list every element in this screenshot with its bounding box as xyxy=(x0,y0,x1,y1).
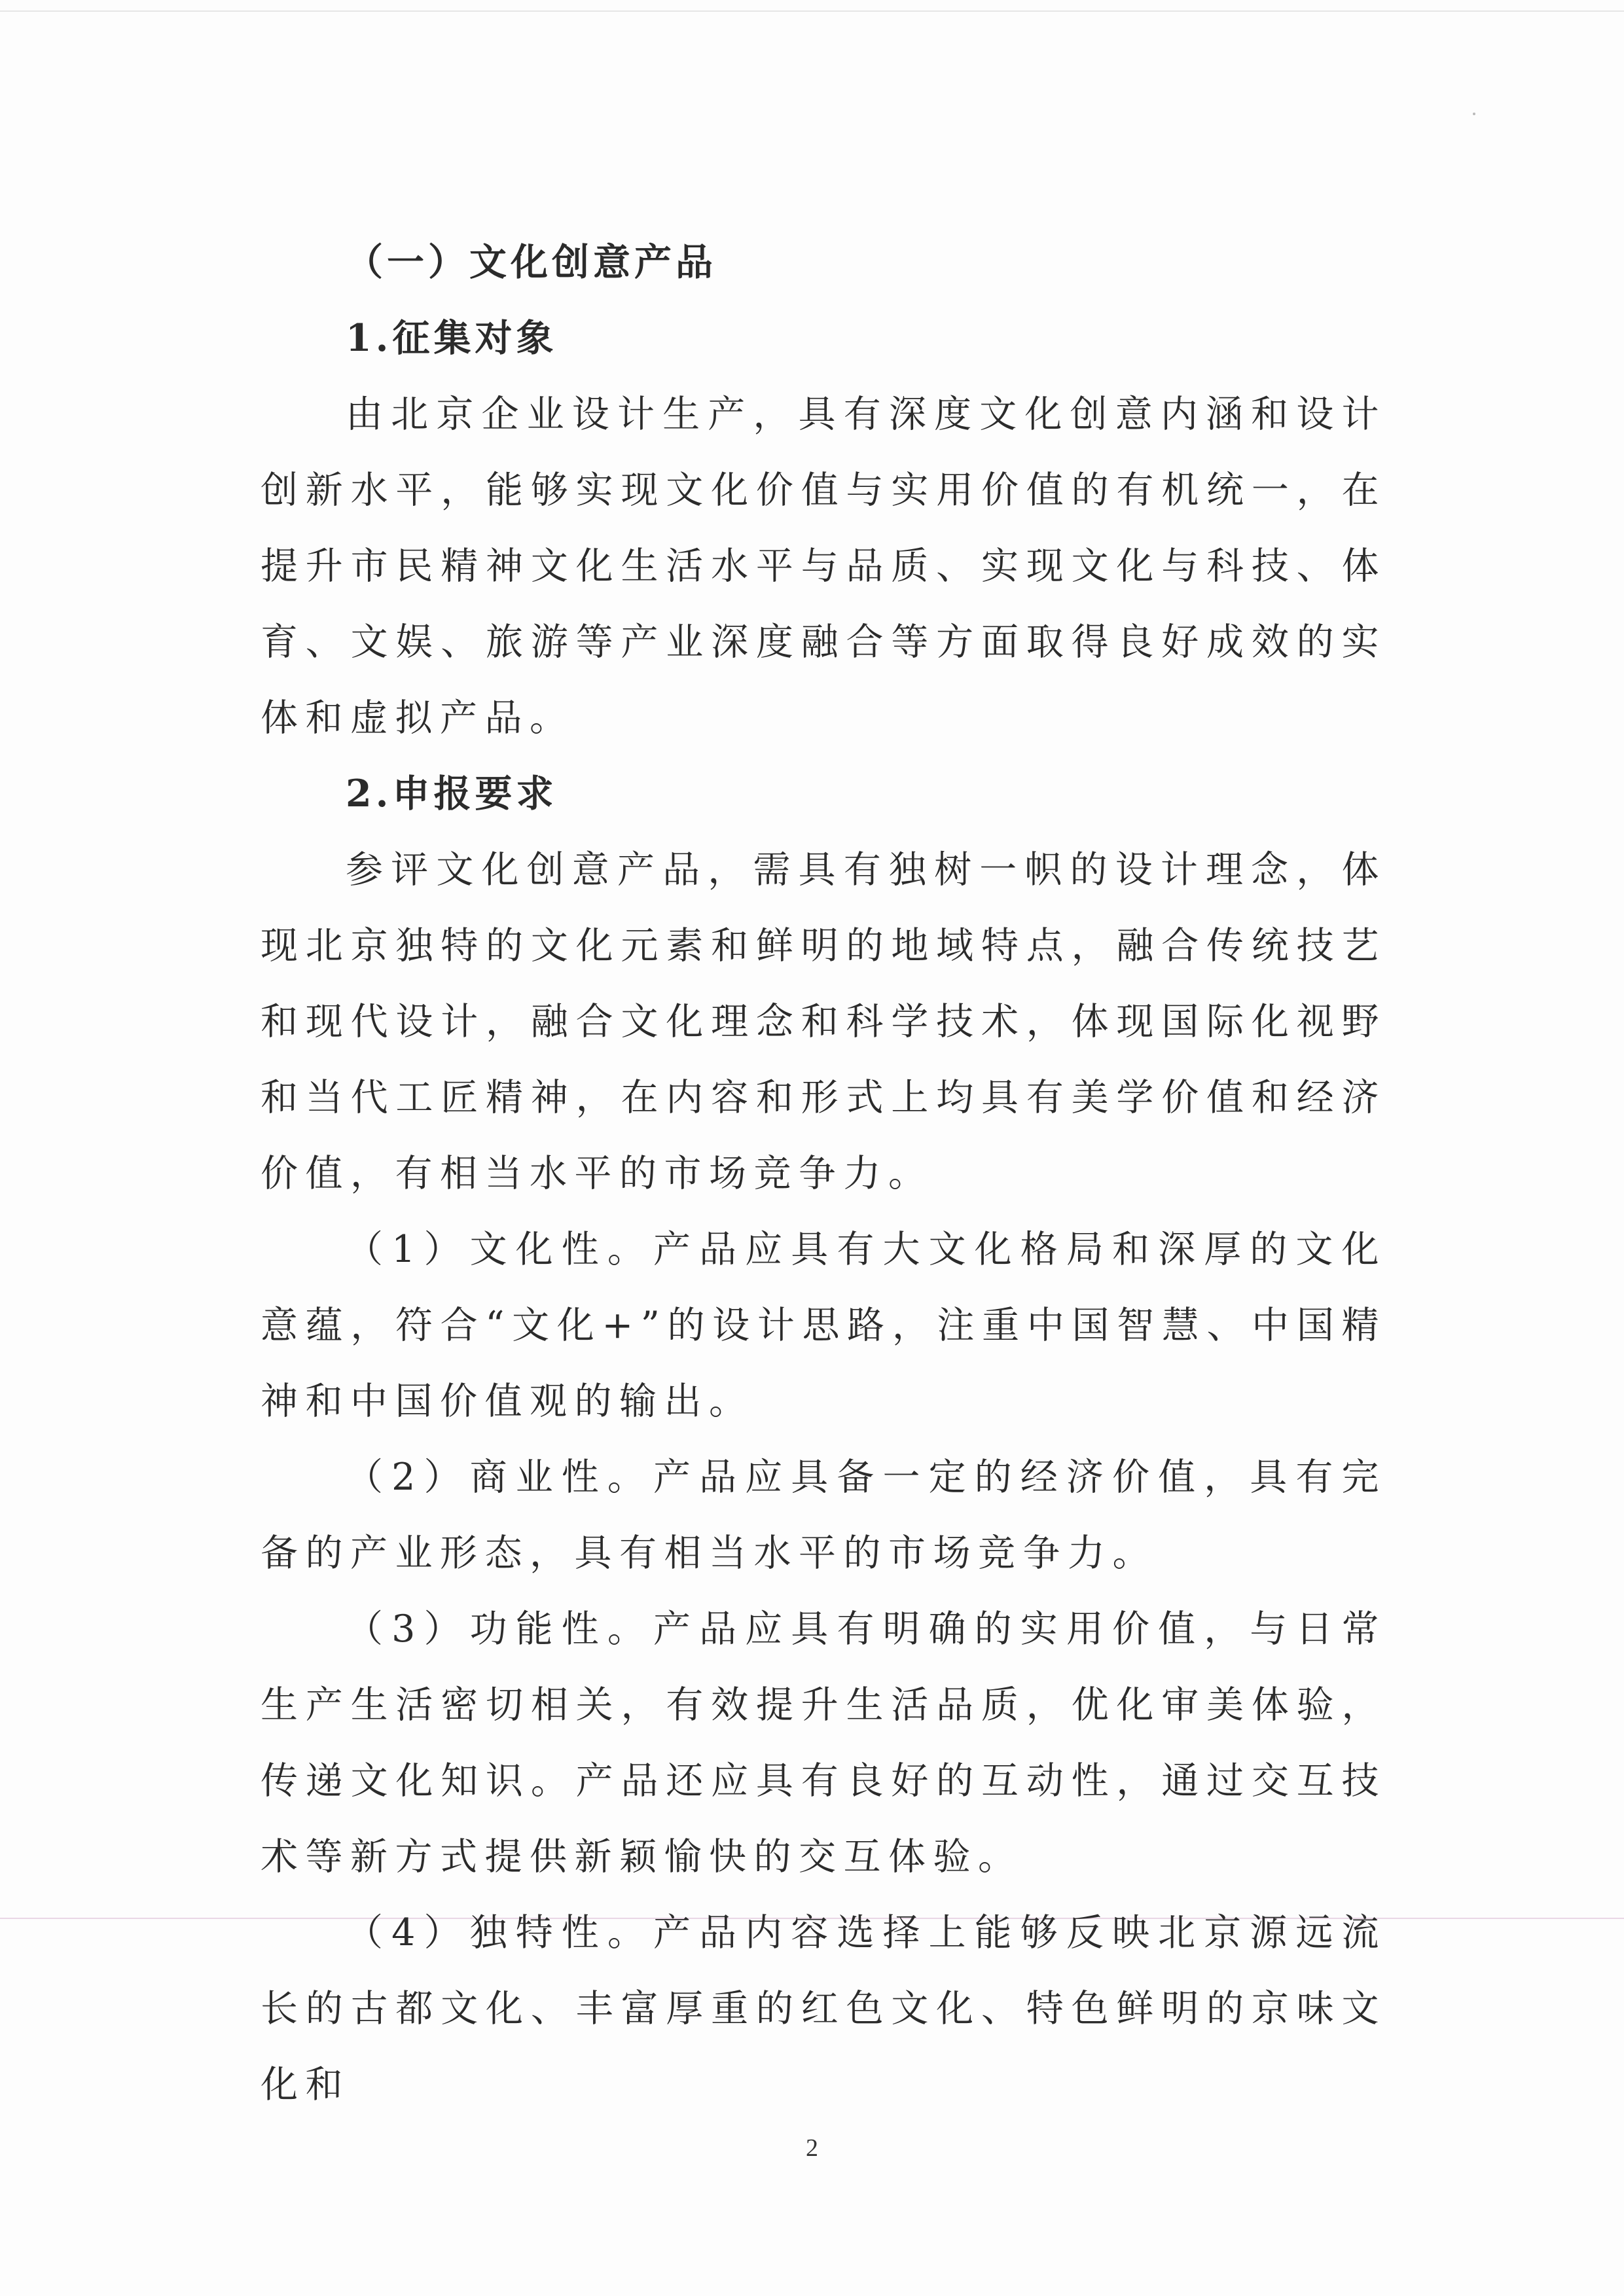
sub-heading-requirements: 2.申报要求 xyxy=(346,772,558,816)
item-functional: （3）功能性。产品应具有明确的实用价值，与日常生产生活密切相关，有效提升生活品质，优化审美体验，传递文化知识。产品还应具有良好的互动性，通过交互技术等新方式提供新颖愉快的交互体验。 xyxy=(261,1607,1386,1878)
paragraph-requirements: 参评文化创意产品，需具有独树一帜的设计理念，体现北京独特的文化元素和鲜明的地域特点，融合传统技艺和现代设计，融合文化理念和科学技术，体现国际化视野和当代工匠精神，在内容和形式上均具有美学价值和经济价值，有相当水平的市场竞争力。 xyxy=(261,848,1386,1195)
item-uniqueness: （4）独特性。产品内容选择上能够反映北京源远流长的古都文化、丰富厚重的红色文化、特色鲜明的京味文化和 xyxy=(261,1911,1386,2106)
page-number: 2 xyxy=(806,2134,818,2162)
document-body xyxy=(261,224,1386,2123)
top-border xyxy=(0,10,1624,12)
section-heading: （一）文化创意产品 xyxy=(346,240,717,284)
paragraph-collection-target: 由北京企业设计生产，具有深度文化创意内涵和设计创新水平，能够实现文化价值与实用价值的有机统一，在提升市民精神文化生活水平与品质、实现文化与科技、体育、文娱、旅游等产业深度融合等方面取得良好成效的实体和虚拟产品。 xyxy=(261,393,1386,740)
item-commercial: （2）商业性。产品应具备一定的经济价值，具有完备的产业形态，具有相当水平的市场竞争力。 xyxy=(261,1456,1386,1575)
sub-heading-collection-target: 1.征集对象 xyxy=(346,316,558,360)
item-cultural: （1）文化性。产品应具有大文化格局和深厚的文化意蕴，符合“文化+”的设计思路，注重中国智慧、中国精神和中国价值观的输出。 xyxy=(261,1228,1386,1423)
scan-artifact xyxy=(1473,113,1475,115)
